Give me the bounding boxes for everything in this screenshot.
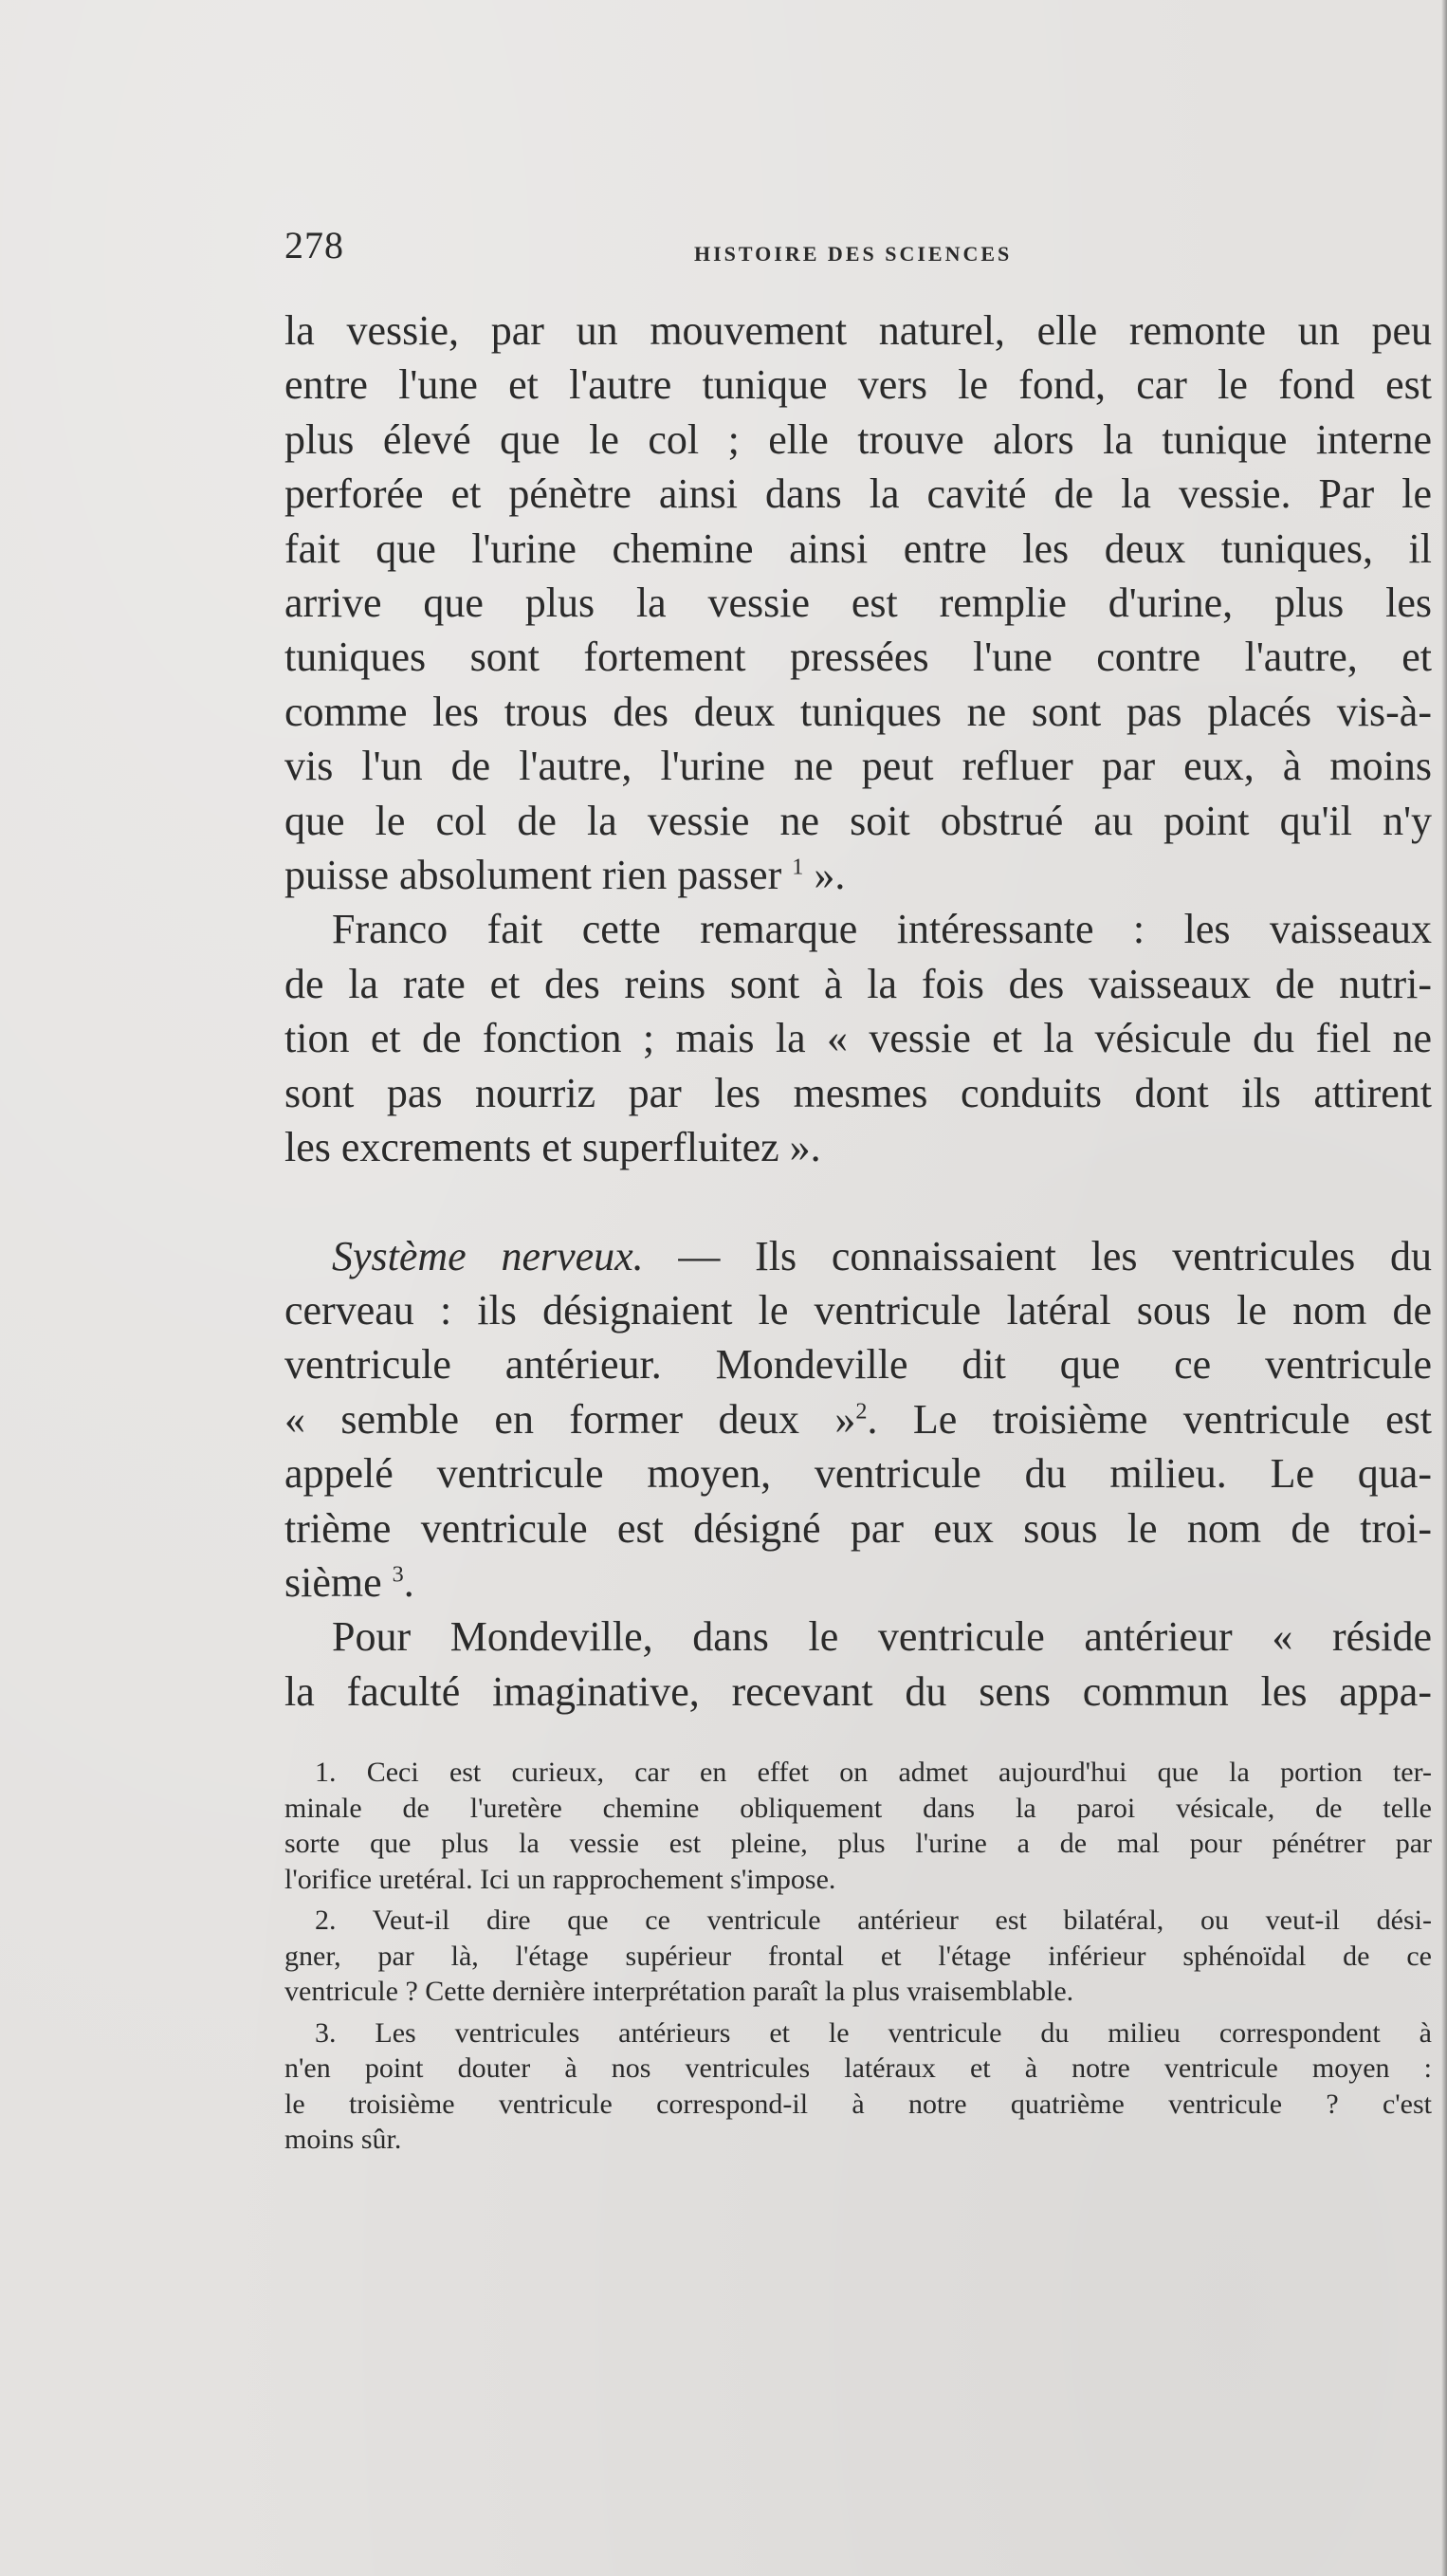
footnote-ref-3[interactable]: 3 [392,1561,404,1588]
footnote-line: l'orifice uretéral. Ici un rapprochement s'impose. [284,1863,836,1895]
text-line: vis l'un de l'autre, l'urine ne peut refluer par eux, à moins [284,743,1432,790]
text-line: les excrements et superfluitez ». [284,1124,821,1171]
text-line: que le col de la vessie ne soit obstrué au point qu'il n'y [284,797,1432,844]
text-line: trième ventricule est désigné par eux sous le nom de troi- [284,1504,1432,1552]
text-line: plus élevé que le col ; elle trouve alors la tunique interne [284,415,1432,463]
footnote-1: 1. Ceci est curieux, car en effet on admet aujourd'hui que la portion ter- [315,1757,1432,1788]
text-line: sont pas nourriz par les mesmes conduits dont ils attirent [284,1069,1432,1116]
text-line [284,1229,1432,1283]
footnote-line: gner, par là, l'étage supérieur frontal et l'étage inférieur sphénoïdal de ce [284,1940,1432,1972]
text-line [284,848,1432,902]
text-line: appelé ventricule moyen, ventricule du milieu. Le qua- [284,1450,1432,1498]
text-line: Franco fait cette remarque intéressante : les vaisseaux [332,906,1432,953]
section-heading: Système nerveux. [332,1232,644,1279]
text-line: tuniques sont fortement pressées l'une contre l'autre, et [284,634,1432,681]
text-fragment: « semble en former deux » [284,1395,856,1443]
footnote-2: 2. Veut-il dire que ce ventricule antérieur est bilatéral, ou veut-il dési- [315,1904,1432,1936]
text-line: arrive que plus la vessie est remplie d'urine, plus les [284,580,1432,627]
text-line: de la rate et des reins sont à la fois des vaisseaux de nutri- [284,960,1432,1007]
footnote-ref-1[interactable]: 1 [792,854,804,880]
text-line: la faculté imaginative, recevant du sens commun les appa- [284,1667,1432,1715]
footnote-line: le troisième ventricule correspond-il à notre quatrième ventricule ? c'est [284,2088,1432,2120]
footnote-3: 3. Les ventricules antérieurs et le ventricule du milieu correspondent à [315,2016,1432,2049]
text-line: fait que l'urine chemine ainsi entre les deux tuniques, il [284,524,1432,572]
text-fragment: . [403,1558,414,1606]
footnote-line: ventricule ? Cette dernière interprétation paraît la plus vraisemblable. [284,1976,1074,2007]
text-line: Pour Mondeville, dans le ventricule antérieur « réside [332,1613,1432,1661]
text-fragment: . Le troisième ventricule est [867,1395,1432,1443]
text-line: comme les trous des deux tuniques ne sont pas placés vis-à- [284,688,1432,735]
page-edge-shadow [1441,0,1447,2576]
main-text [284,304,1432,1719]
text-line: cerveau : ils désignaient le ventricule latéral sous le nom de [284,1286,1432,1334]
text-line: tion et de fonction ; mais la « vessie et la vésicule du fiel ne [284,1015,1432,1062]
text-line: la vessie, par un mouvement naturel, elle remonte un peu [284,307,1432,354]
text-line [284,1555,1432,1610]
footnote-line: minale de l'uretère chemine obliquement dans la paroi vésicale, de telle [284,1792,1432,1824]
text-fragment: puisse absolument rien passer [284,852,782,899]
footnote-line: sorte que plus la vessie est pleine, plus l'urine a de mal pour pénétrer par [284,1828,1432,1859]
running-title: HISTOIRE DES SCIENCES [694,242,1013,266]
text-line: ventricule antérieur. Mondeville dit que ce ventricule [284,1341,1432,1389]
text-fragment: sième [284,1558,382,1606]
footnotes [284,1755,1432,2158]
page-number: 278 [284,224,344,267]
paragraph-gap [284,1175,1432,1229]
text-line: perforée et pénètre ainsi dans la cavité de la vessie. Par le [284,470,1432,518]
footnote-ref-2[interactable]: 2 [855,1398,868,1425]
text-fragment: — Ils connaissaient les ventricules du [643,1232,1433,1279]
footnote-line: moins sûr. [284,2124,402,2155]
page-header [284,223,1432,280]
footnote-line: n'en point douter à nos ventricules latéraux et à notre ventricule moyen : [284,2052,1432,2084]
text-fragment: ». [803,852,846,899]
text-line: entre l'une et l'autre tunique vers le fond, car le fond est [284,361,1432,409]
text-line [284,1392,1432,1446]
